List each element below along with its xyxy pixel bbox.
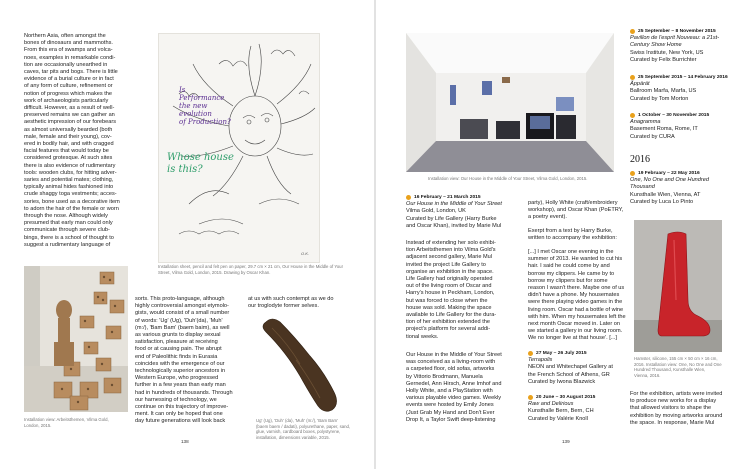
column-b-text: party), Holly White (craft/embroidery workshop), and Oscar Khan (PoETRY, a poetry event). (528, 200, 624, 221)
column-b-text-2: Exerpt from a text by Harry Burke, written to accompany the exhibition: (528, 228, 617, 242)
entry-our-house-date: 16 February – 21 March 2015 (414, 195, 481, 200)
entry-anagramma-date: 1 October – 30 November 2015 (638, 113, 710, 118)
entry-our-house (406, 194, 522, 230)
left-column-1: Northern Asia, often amongst the bones of dinosaurs and mammoths. From this era of swamps and volca- noes, examples in remarkable condi- tion are occasionally unearthed in caves, tar pits and bogs. There is little evidence of a burial culture or in fact of any form of culture, refinement or notion of progress which makes the work of archaeologists particularly difficult. However, as a result of well- preserved remains we can gather an aesthetic impression of our forebears as almost universally bearded (both male, female and their young), cov- ered in bodily hair, and with cragged facial features that would today be considered grotesque. At such sites there is also evidence of rudimentary tools: wooden clubs, for hitting adver- saries and potential mates; clothing, typically animal hides fashioned into crude shaggy toga vestments; acces- sories, bone used as a decorative item to adorn the hair of the female or worn through the nose. Although widely presumed that early man could only communicate through severe club- bings, there is a school of thought to suggest a rudimentary language of (24, 33, 120, 248)
gallery-photo-caption: Installation view: Our House in the Middle of Your Street, Vilma Gold, London, 2015. (428, 176, 588, 181)
accent-dot-icon (406, 195, 411, 200)
accent-dot-icon (528, 351, 533, 356)
entry-apparat-title: Äppärät (630, 81, 650, 88)
entry-pavillon (630, 28, 748, 64)
club-caption: Ug' (Ug), 'Duh' (da), 'Muh' (m:/), 'Bam Bam' (baem baem / dadati), polyurethane, paper, sand, glue, varnish, cardboard boxes, polystyrene, installation, dimensions variable, 2015. (256, 418, 351, 440)
entry-our-house-title: Our House in the Middle of Your Street (406, 201, 502, 208)
entry-our-house-date-row (406, 194, 522, 201)
year-heading-2016: 2016 (630, 154, 650, 165)
installation-photo-boxes-art (24, 266, 128, 412)
entry-one-no-one-title: One, No One and One Hundred Thousand (630, 177, 709, 191)
column-c-text: For the exhibition, artists were invited to produce new works for a display that allowed visitors to shape the exhibition by moving artworks around the space. In response, Marie Mul (630, 391, 723, 426)
entry-one-no-one-date-row (630, 170, 748, 177)
entry-terrapolis-date: 27 May – 26 July 2015 (536, 351, 587, 356)
accent-dot-icon (630, 171, 635, 176)
club-sculpture-photo (250, 312, 350, 415)
left-page (0, 0, 374, 469)
entry-terrapolis (528, 350, 644, 386)
entry-anagramma-date-row (630, 112, 748, 119)
drawing-caption: Installation sheet, pencil and felt pen on paper, 29.7 cm × 21 cm, Our House in the Middle of Your Street, Vilma Gold, London, 2015. Drawing by Oscar Khan. (158, 264, 344, 275)
entry-pavillon-details: Swiss Institute, New York, US Curated by Felix Burrichter (630, 49, 704, 63)
accent-dot-icon (630, 113, 635, 118)
entry-anagramma-details: Basement Roma, Rome, IT Curated by CURA (630, 126, 698, 140)
boot-caption: Hamster, silicone, 155 cm × 50 cm × 16 cm, 2016. Installation view: One, No One and One Hundred Thousand, Kunsthalle Wien, Vienna, 2016. (634, 356, 722, 378)
left-page-number: 138 (181, 439, 189, 444)
entry-apparat-details: Ballroom Marfa, Marfa, US Curated by Tom Morton (630, 88, 697, 102)
sun-face-drawing (159, 34, 319, 262)
drawing-handwriting-1: Is Performance the new evolution of Production? (179, 86, 231, 126)
entry-one-no-one-date: 19 February – 22 May 2016 (638, 171, 700, 176)
boxes-photo-caption: Installation view: Arbeitsthemen, Vilma Gold, London, 2015. (24, 417, 109, 428)
gallery-installation-photo (406, 33, 614, 172)
club-sculpture-art (250, 312, 350, 415)
entry-terrapolis-details: NEON and Whitechapel Gallery at the French School of Athens, GR Curated by Iwona Blazwick (528, 364, 613, 385)
entry-raw-delirious-details: Kunsthalle Bern, Bern, CH Curated by Valérie Knoll (528, 408, 594, 422)
drawing-handwriting-2: Whose house is this? (167, 152, 234, 175)
right-page (376, 0, 750, 469)
entry-terrapolis-title: Terrapolis (528, 357, 553, 364)
entry-anagramma (630, 112, 748, 141)
left-column-2: sorts. This proto-language, although highly controversial amongst etymolo- gists, would consist of a small number of words: 'Ug' (Ug), 'Duh'(da), 'Muh' (m:/), 'Bam Bam' (baem baim), as well as various grunts to display sexual satisfaction, pleasure at receiving food or at causing pain. The abrupt end of Paleolithic finds in Eurasia coincides with the emergence of our technologically superior ancestors in Western Europe, who progressed further in a few years than early man had in hundreds of thousands. Through our harnessing of technology, we continue on this trajectory of improve- ment. It can only be hoped that one day future generations will look back (135, 296, 233, 425)
column-b-quote: [...] I met Oscar one evening in the summer of 2013. He wanted to cut his hair. I said he could come by and borrow my clippers. He came by to borrow my clippers but for some reason I wasn't there. Maybe one of us didn't have a phone. My housemates were there playing video games in the living room. Oscar had a bottle of wine with him. When my housemates left the next month Oscar moved in. Later on we started a gallery in our living room. We no longer live at that house'. [...] (528, 249, 626, 342)
entry-our-house-details: Vilma Gold, London, UK Curated by Life Gallery (Harry Burke and Oscar Khan), invited by Marie Mul (406, 208, 502, 229)
drawing-image (158, 33, 320, 263)
accent-dot-icon (630, 75, 635, 80)
entry-pavillon-date: 25 September – 8 November 2015 (638, 29, 716, 34)
entry-pavillon-date-row (630, 28, 748, 35)
accent-dot-icon (630, 29, 635, 34)
entry-pavillon-title: Pavillon de l'esprit Nouveau: a 21st- Century Show Home (630, 35, 720, 49)
entry-raw-delirious (528, 394, 644, 423)
boot-sculpture-photo (634, 220, 722, 352)
accent-dot-icon (528, 395, 533, 400)
drawing-signature: O.K. (300, 251, 309, 256)
entry-apparat (630, 74, 750, 103)
gallery-installation-art (406, 33, 614, 172)
installation-photo-boxes (24, 266, 128, 412)
entry-anagramma-title: Anagramma (630, 119, 661, 126)
column-a-text-2: Our House in the Middle of Your Street was conceived as a living-room with a carpeted floor, old sofas, artworks by Vittorio Brodmann, Manuela Gernedel, Ann Hirsch, Anne Imhof and Holly White, and a PlayStation with various playable video games. Weekly events were hosted by Emily Jones (Just Grab My Hand and Don't Ever Drop It, a Taylor Swift deep-listening (406, 352, 502, 423)
entry-one-no-one-details: Kunsthalle Wien, Vienna, AT Curated by Luca Lo Pinto (630, 191, 701, 205)
left-column-3: at us with such contempt as we do our troglodyte former selves. (248, 296, 334, 310)
boot-sculpture-art (634, 220, 722, 352)
entry-one-no-one (630, 170, 748, 206)
entry-raw-delirious-date-row (528, 394, 644, 401)
entry-raw-delirious-date: 20 June – 30 August 2015 (536, 395, 596, 400)
column-a-text: Instead of extending her solo exhibi- tion Arbeitsthemen into Vilma Gold's adjacent second gallery, Marie Mul invited the project Life Gallery to organise an exhibition in the space. Life Gallery had originally operated out of the living room of Oscar and Harry's house in Peckham, London, but was forced to close when the house was sold. Making the space available to Life Gallery for the dura- tion of her exhibition extended the project's platform for several addi- tional weeks. (406, 240, 497, 340)
entry-raw-delirious-title: Raw and Delirious (528, 401, 574, 408)
right-page-number: 139 (562, 439, 570, 444)
entry-terrapolis-date-row (528, 350, 644, 357)
entry-apparat-date: 25 September 2015 – 14 February 2016 (638, 75, 728, 80)
